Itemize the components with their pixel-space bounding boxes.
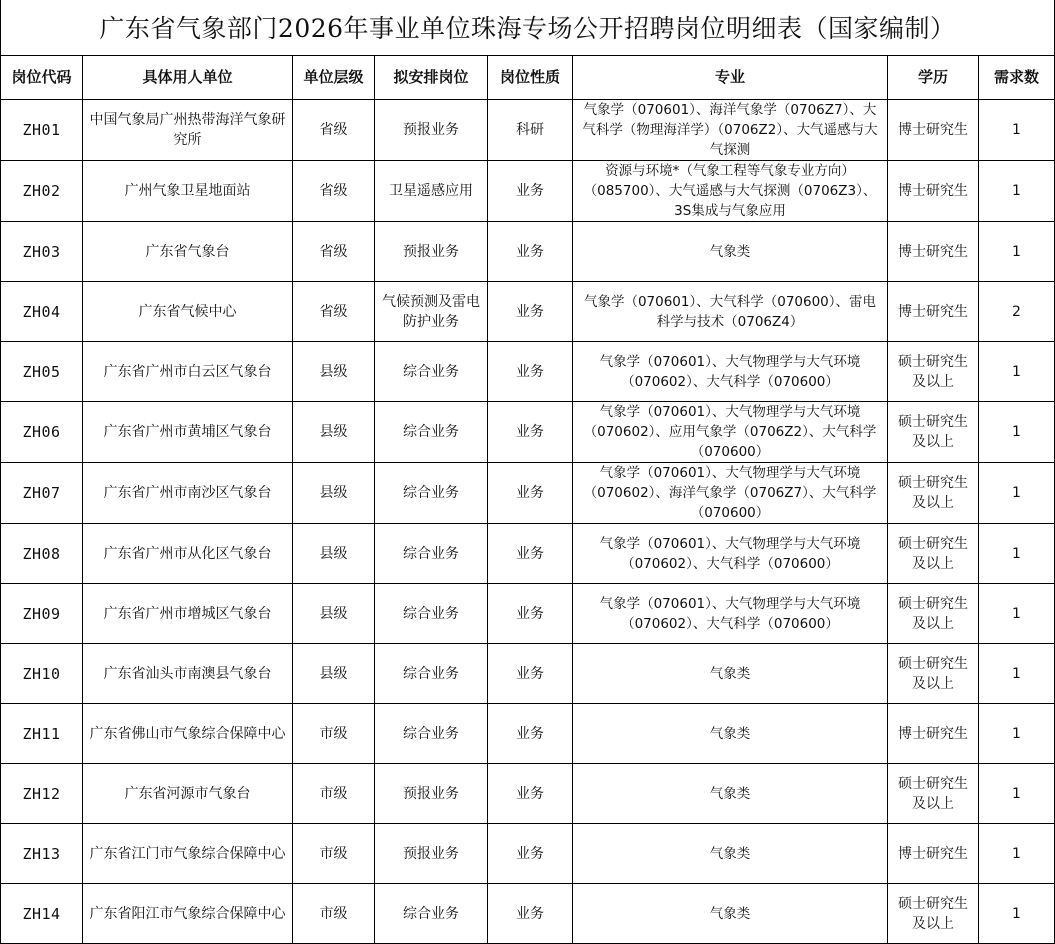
- cell-post: 卫星遥感应用: [375, 161, 488, 222]
- cell-nature: 业务: [488, 222, 573, 282]
- table-row: [1, 402, 1055, 463]
- cell-level: 市级: [293, 704, 375, 764]
- cell-major: 气象类: [573, 644, 888, 704]
- table-row: [1, 463, 1055, 524]
- cell-level: 省级: [293, 161, 375, 222]
- col-header-post: 拟安排岗位: [375, 56, 488, 100]
- table-row: [1, 884, 1055, 944]
- cell-unit: 广东省广州市从化区气象台: [83, 524, 293, 584]
- cell-nature: 业务: [488, 402, 573, 463]
- cell-code: ZH11: [1, 704, 83, 764]
- cell-level: 县级: [293, 342, 375, 402]
- cell-major: 气象类: [573, 222, 888, 282]
- cell-count: 2: [979, 282, 1055, 342]
- cell-post: 综合业务: [375, 584, 488, 644]
- cell-nature: 业务: [488, 704, 573, 764]
- table-row: [1, 584, 1055, 644]
- cell-level: 县级: [293, 402, 375, 463]
- cell-unit: 广州气象卫星地面站: [83, 161, 293, 222]
- cell-nature: 业务: [488, 524, 573, 584]
- cell-major: 气象类: [573, 884, 888, 944]
- cell-nature: 业务: [488, 463, 573, 524]
- table-row: [1, 282, 1055, 342]
- cell-count: 1: [979, 463, 1055, 524]
- cell-major: 资源与环境*（气象工程等气象专业方向）（085700）、大气遥感与大气探测（0706Z3）、3S集成与气象应用: [573, 161, 888, 222]
- cell-unit: 广东省江门市气象综合保障中心: [83, 824, 293, 884]
- cell-major: 气象类: [573, 824, 888, 884]
- col-header-nature: 岗位性质: [488, 56, 573, 100]
- cell-major: 气象学（070601）、海洋气象学（0706Z7）、大气科学（物理海洋学）（0706Z2）、大气遥感与大气探测: [573, 100, 888, 161]
- cell-unit: 广东省气候中心: [83, 282, 293, 342]
- cell-nature: 业务: [488, 644, 573, 704]
- cell-edu: 博士研究生: [888, 100, 979, 161]
- cell-count: 1: [979, 704, 1055, 764]
- cell-major: 气象类: [573, 764, 888, 824]
- col-header-count: 需求数: [979, 56, 1055, 100]
- cell-edu: 博士研究生: [888, 824, 979, 884]
- col-header-level: 单位层级: [293, 56, 375, 100]
- cell-post: 综合业务: [375, 644, 488, 704]
- col-header-unit: 具体用人单位: [83, 56, 293, 100]
- cell-unit: 广东省佛山市气象综合保障中心: [83, 704, 293, 764]
- table-row: [1, 524, 1055, 584]
- cell-code: ZH14: [1, 884, 83, 944]
- cell-nature: 业务: [488, 584, 573, 644]
- cell-code: ZH04: [1, 282, 83, 342]
- cell-count: 1: [979, 584, 1055, 644]
- cell-edu: 硕士研究生及以上: [888, 402, 979, 463]
- cell-unit: 广东省气象台: [83, 222, 293, 282]
- cell-count: 1: [979, 100, 1055, 161]
- cell-edu: 硕士研究生及以上: [888, 764, 979, 824]
- cell-edu: 博士研究生: [888, 282, 979, 342]
- table-row: [1, 704, 1055, 764]
- table-row: [1, 644, 1055, 704]
- table-row: [1, 100, 1055, 161]
- cell-major: 气象学（070601）、大气物理学与大气环境（070602）、应用气象学（0706Z2）、大气科学（070600）: [573, 402, 888, 463]
- cell-level: 省级: [293, 282, 375, 342]
- cell-post: 气候预测及雷电防护业务: [375, 282, 488, 342]
- cell-post: 综合业务: [375, 704, 488, 764]
- cell-level: 县级: [293, 524, 375, 584]
- cell-count: 1: [979, 524, 1055, 584]
- cell-post: 综合业务: [375, 524, 488, 584]
- cell-unit: 广东省河源市气象台: [83, 764, 293, 824]
- col-header-edu: 学历: [888, 56, 979, 100]
- cell-major: 气象学（070601）、大气物理学与大气环境（070602）、大气科学（070600）: [573, 524, 888, 584]
- cell-post: 预报业务: [375, 824, 488, 884]
- cell-nature: 业务: [488, 824, 573, 884]
- cell-level: 省级: [293, 100, 375, 161]
- cell-count: 1: [979, 884, 1055, 944]
- cell-nature: 业务: [488, 764, 573, 824]
- cell-post: 预报业务: [375, 100, 488, 161]
- cell-count: 1: [979, 402, 1055, 463]
- cell-nature: 业务: [488, 161, 573, 222]
- cell-code: ZH05: [1, 342, 83, 402]
- page-title: 广东省气象部门2026年事业单位珠海专场公开招聘岗位明细表（国家编制）: [0, 0, 1055, 55]
- cell-edu: 博士研究生: [888, 704, 979, 764]
- cell-major: 气象学（070601）、大气物理学与大气环境（070602）、大气科学（070600）: [573, 342, 888, 402]
- cell-post: 预报业务: [375, 222, 488, 282]
- header-row: [1, 56, 1055, 100]
- cell-edu: 博士研究生: [888, 161, 979, 222]
- col-header-code: 岗位代码: [1, 56, 83, 100]
- cell-count: 1: [979, 824, 1055, 884]
- cell-code: ZH13: [1, 824, 83, 884]
- cell-unit: 广东省广州市南沙区气象台: [83, 463, 293, 524]
- cell-count: 1: [979, 222, 1055, 282]
- table-row: [1, 222, 1055, 282]
- cell-nature: 业务: [488, 884, 573, 944]
- cell-code: ZH06: [1, 402, 83, 463]
- cell-code: ZH12: [1, 764, 83, 824]
- cell-code: ZH08: [1, 524, 83, 584]
- cell-code: ZH09: [1, 584, 83, 644]
- cell-post: 综合业务: [375, 402, 488, 463]
- cell-unit: 广东省阳江市气象综合保障中心: [83, 884, 293, 944]
- cell-major: 气象学（070601）、大气物理学与大气环境（070602）、大气科学（070600）: [573, 584, 888, 644]
- cell-code: ZH10: [1, 644, 83, 704]
- cell-code: ZH01: [1, 100, 83, 161]
- cell-post: 综合业务: [375, 884, 488, 944]
- cell-code: ZH02: [1, 161, 83, 222]
- cell-edu: 硕士研究生及以上: [888, 524, 979, 584]
- cell-unit: 广东省广州市黄埔区气象台: [83, 402, 293, 463]
- cell-level: 县级: [293, 644, 375, 704]
- cell-edu: 硕士研究生及以上: [888, 584, 979, 644]
- cell-count: 1: [979, 644, 1055, 704]
- cell-level: 县级: [293, 584, 375, 644]
- cell-level: 省级: [293, 222, 375, 282]
- table-row: [1, 342, 1055, 402]
- cell-major: 气象学（070601）、大气物理学与大气环境（070602）、海洋气象学（0706Z7）、大气科学（070600）: [573, 463, 888, 524]
- col-header-major: 专业: [573, 56, 888, 100]
- positions-table: [0, 55, 1055, 944]
- cell-level: 市级: [293, 824, 375, 884]
- cell-nature: 科研: [488, 100, 573, 161]
- cell-unit: 广东省广州市白云区气象台: [83, 342, 293, 402]
- cell-edu: 硕士研究生及以上: [888, 884, 979, 944]
- cell-post: 预报业务: [375, 764, 488, 824]
- cell-edu: 博士研究生: [888, 222, 979, 282]
- cell-unit: 广东省汕头市南澳县气象台: [83, 644, 293, 704]
- cell-post: 综合业务: [375, 342, 488, 402]
- table-row: [1, 161, 1055, 222]
- cell-unit: 广东省广州市增城区气象台: [83, 584, 293, 644]
- cell-nature: 业务: [488, 342, 573, 402]
- cell-count: 1: [979, 342, 1055, 402]
- cell-edu: 硕士研究生及以上: [888, 463, 979, 524]
- cell-count: 1: [979, 764, 1055, 824]
- cell-nature: 业务: [488, 282, 573, 342]
- cell-major: 气象类: [573, 704, 888, 764]
- cell-unit: 中国气象局广州热带海洋气象研究所: [83, 100, 293, 161]
- cell-code: ZH07: [1, 463, 83, 524]
- cell-level: 市级: [293, 884, 375, 944]
- table-row: [1, 824, 1055, 884]
- cell-code: ZH03: [1, 222, 83, 282]
- cell-major: 气象学（070601）、大气科学（070600）、雷电科学与技术（0706Z4）: [573, 282, 888, 342]
- cell-post: 综合业务: [375, 463, 488, 524]
- cell-level: 县级: [293, 463, 375, 524]
- cell-level: 市级: [293, 764, 375, 824]
- table-row: [1, 764, 1055, 824]
- cell-count: 1: [979, 161, 1055, 222]
- cell-edu: 硕士研究生及以上: [888, 342, 979, 402]
- cell-edu: 硕士研究生及以上: [888, 644, 979, 704]
